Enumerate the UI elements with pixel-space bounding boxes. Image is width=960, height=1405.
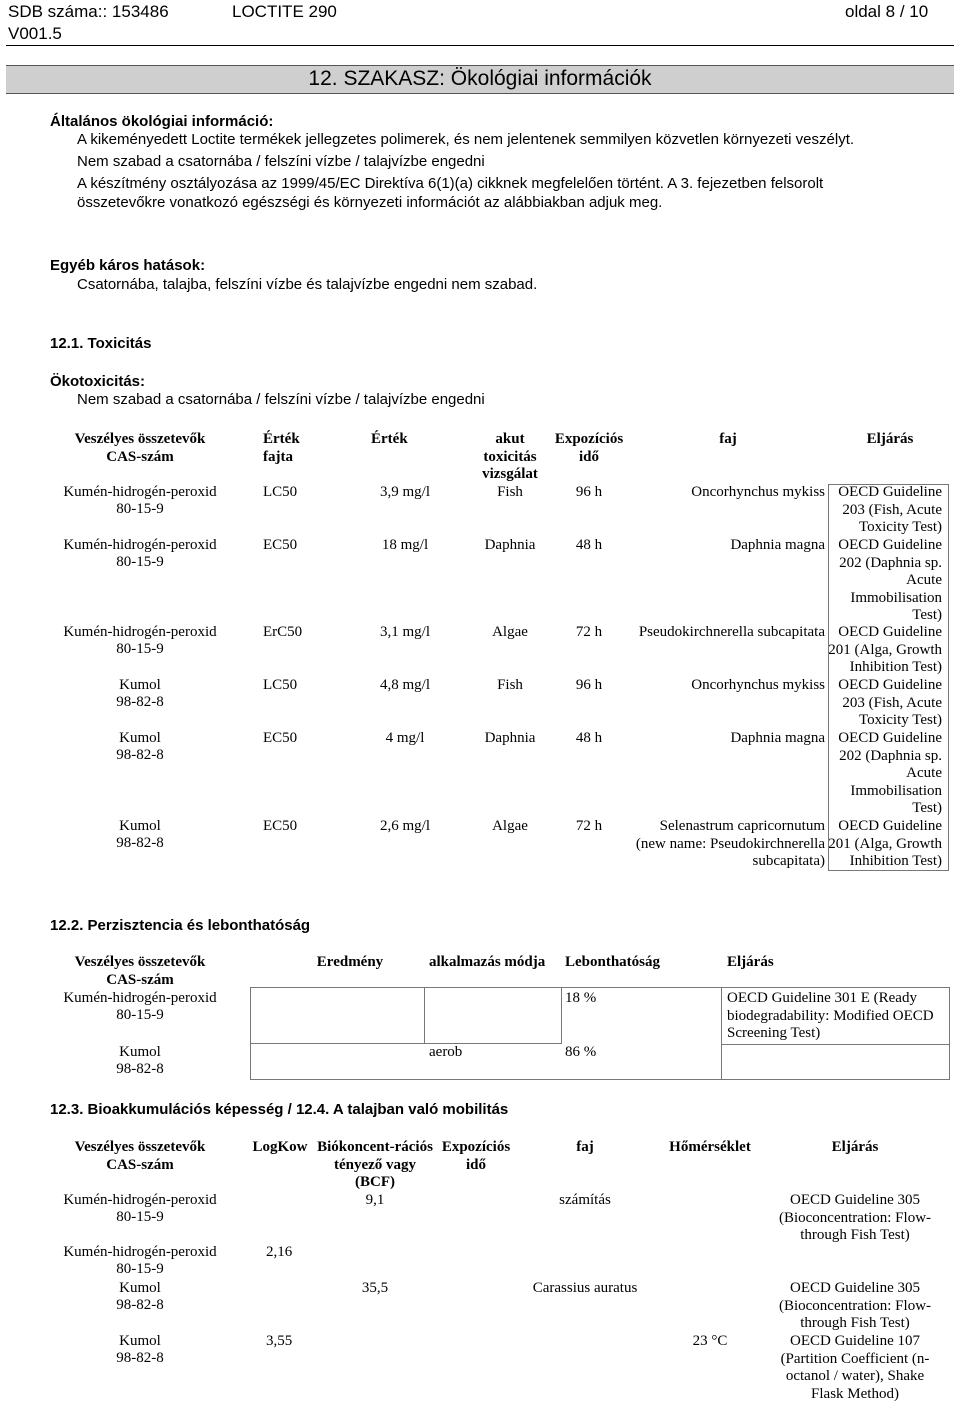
col-header-value-type: Érték — [263, 431, 300, 447]
ecotoxicity-heading: Ökotoxicitás: — [50, 373, 146, 390]
component-name: Kumén-hidrogén-peroxid — [63, 990, 217, 1006]
toxicity-value: 3,9 mg/l — [379, 484, 430, 500]
col-header-species: faj — [576, 1139, 594, 1155]
method: through Fish Test) — [800, 1315, 910, 1331]
degradability: 18 % — [565, 990, 597, 1006]
method: Flask Method) — [811, 1385, 899, 1402]
method: biodegradability: Modified OECD — [727, 1007, 934, 1024]
component-name: Kumol — [119, 1044, 161, 1060]
section-title: 12. SZAKASZ: Ökológiai információk — [308, 67, 652, 90]
method: OECD Guideline — [838, 730, 942, 746]
test-organism: Daphnia — [484, 730, 536, 746]
col-header-exposure: Expozíciós — [554, 431, 624, 447]
persistence-heading: 12.2. Perzisztencia és lebonthatóság — [50, 917, 311, 934]
header-rule — [6, 45, 954, 46]
other-effects-text: Csatornába, talajba, felszíni vízbe és talajvízbe engedni nem szabad. — [77, 276, 538, 293]
species: Pseudokirchnerella subcapitata — [638, 624, 825, 640]
col-header-component: Veszélyes összetevők — [74, 1139, 206, 1155]
toxicity-value: 18 mg/l — [381, 537, 429, 553]
method: Acute — [906, 765, 942, 781]
col-header-method: Eljárás — [866, 431, 914, 447]
method: Screening Test) — [727, 1025, 821, 1041]
col-header-value-type: fajta — [263, 449, 293, 465]
application-mode: aerob — [429, 1044, 463, 1060]
col-header-component: Veszélyes összetevők — [74, 954, 206, 970]
value-type: EC50 — [263, 537, 298, 553]
logkow-value: 3,55 — [266, 1333, 293, 1349]
cas-number: 80-15-9 — [116, 1007, 164, 1023]
cas-number: 98-82-8 — [116, 1061, 164, 1077]
test-organism: Algae — [492, 624, 528, 640]
method: Immobilisation — [850, 782, 942, 799]
degradability: 86 % — [565, 1044, 597, 1060]
method: octanol / water), Shake — [785, 1368, 925, 1384]
col-header-cas: CAS-szám — [106, 449, 174, 465]
col-header-species: faj — [719, 431, 737, 447]
method: OECD Guideline — [838, 624, 942, 640]
method: OECD Guideline 305 — [790, 1280, 920, 1296]
col-header-acute: toxicitás — [483, 449, 537, 465]
col-header-result: Eredmény — [316, 954, 384, 970]
value-type: ErC50 — [263, 624, 303, 640]
general-line: A kikeményedett Loctite termékek jellegzetes polimerek, és nem jelentenek semmilyen közvetlen környezeti veszélyt. — [77, 131, 855, 148]
method: OECD Guideline 305 — [790, 1192, 920, 1208]
col-header-exposure: idő — [578, 449, 599, 465]
other-effects-heading: Egyéb káros hatások: — [50, 257, 206, 274]
exposure-time: 96 h — [575, 484, 603, 500]
method-column-border — [828, 484, 949, 871]
method: Test) — [912, 800, 942, 816]
component-name: Kumol — [119, 818, 161, 834]
persistence-grid-cell — [424, 987, 562, 1044]
component-name: Kumén-hidrogén-peroxid — [63, 1192, 217, 1208]
method: through Fish Test) — [800, 1227, 910, 1243]
exposure-time: 72 h — [575, 624, 603, 640]
method: Toxicity Test) — [858, 519, 942, 535]
col-header-acute: akut — [495, 431, 525, 447]
col-header-exposure: Expozíciós — [441, 1139, 511, 1155]
component-name: Kumol — [119, 677, 161, 693]
method: 203 (Fish, Acute — [842, 694, 942, 711]
species: subcapitata) — [752, 853, 825, 869]
ecotoxicity-text: Nem szabad a csatornába / felszíni vízbe / talajvízbe engedni — [77, 391, 485, 408]
method: OECD Guideline 107 — [790, 1333, 920, 1349]
method: 201 (Alga, Growth — [828, 835, 942, 852]
method: OECD Guideline — [838, 818, 942, 834]
exposure-time: 48 h — [575, 730, 603, 746]
persistence-grid-cell — [721, 1044, 950, 1080]
method: 201 (Alga, Growth — [828, 641, 942, 658]
method: OECD Guideline 301 E (Ready — [727, 990, 917, 1006]
component-name: Kumol — [119, 1333, 161, 1349]
general-line: Nem szabad a csatornába / felszíni vízbe / talajvízbe engedni — [77, 153, 485, 170]
toxicity-value: 4 mg/l — [385, 730, 425, 746]
method: OECD Guideline — [838, 484, 942, 500]
general-line: A készítmény osztályozása az 1999/45/EC Direktíva 6(1)(a) cikknek megfelelően történt. A 3. fejezetben felsorolt — [77, 175, 824, 192]
method: Inhibition Test) — [849, 659, 942, 675]
cas-number: 80-15-9 — [116, 501, 164, 517]
cas-number: 98-82-8 — [116, 1297, 164, 1313]
species: Carassius auratus — [532, 1280, 638, 1296]
species: Daphnia magna — [730, 537, 825, 553]
value-type: EC50 — [263, 818, 298, 834]
value-type: LC50 — [263, 484, 298, 500]
col-header-component: Veszélyes összetevők — [74, 431, 206, 447]
col-header-method: Eljárás — [727, 954, 774, 970]
test-organism: Fish — [497, 484, 523, 500]
persistence-grid-cell — [561, 987, 722, 1080]
cas-number: 98-82-8 — [116, 747, 164, 763]
method: 202 (Daphnia sp. — [839, 747, 942, 764]
method: Inhibition Test) — [849, 853, 942, 869]
component-name: Kumén-hidrogén-peroxid — [63, 1244, 217, 1260]
cas-number: 98-82-8 — [116, 835, 164, 851]
component-name: Kumol — [119, 730, 161, 746]
col-header-exposure: idő — [465, 1157, 486, 1173]
species: Daphnia magna — [730, 730, 825, 746]
method: Test) — [912, 607, 942, 623]
method: OECD Guideline — [838, 537, 942, 553]
value-type: EC50 — [263, 730, 298, 746]
method: 203 (Fish, Acute — [842, 501, 942, 518]
section-header — [6, 65, 954, 94]
species: Oncorhynchus mykiss — [691, 677, 825, 693]
cas-number: 98-82-8 — [116, 1350, 164, 1366]
bcf-value: 9,1 — [365, 1192, 385, 1208]
value-type: LC50 — [263, 677, 298, 693]
persistence-grid-cell — [250, 987, 425, 1044]
col-header-temperature: Hőmérséklet — [669, 1139, 751, 1155]
col-header-bcf: tényező vagy — [333, 1157, 417, 1173]
component-name: Kumén-hidrogén-peroxid — [63, 537, 217, 553]
sds-number: SDB száma:: 153486 — [8, 2, 169, 21]
method: (Partition Coefficient (n- — [780, 1350, 930, 1367]
col-header-logkow: LogKow — [252, 1139, 308, 1155]
exposure-time: 48 h — [575, 537, 603, 553]
version: V001.5 — [8, 24, 62, 43]
col-header-cas: CAS-szám — [106, 972, 174, 988]
method: 202 (Daphnia sp. — [839, 554, 942, 571]
logkow-value: 2,16 — [266, 1244, 293, 1260]
cas-number: 80-15-9 — [116, 1261, 164, 1277]
col-header-cas: CAS-szám — [106, 1157, 174, 1173]
component-name: Kumén-hidrogén-peroxid — [63, 624, 217, 640]
species: számítás — [559, 1192, 611, 1208]
col-header-mode: alkalmazás módja — [429, 954, 546, 970]
col-header-bcf: Biókoncent-rációs — [317, 1139, 433, 1155]
method: (Bioconcentration: Flow- — [778, 1209, 932, 1226]
temperature: 23 °C — [692, 1333, 728, 1349]
toxicity-value: 2,6 mg/l — [379, 818, 430, 834]
product-name: LOCTITE 290 — [232, 2, 337, 21]
component-name: Kumol — [119, 1280, 161, 1296]
cas-number: 80-15-9 — [116, 1209, 164, 1225]
method: Toxicity Test) — [858, 712, 942, 728]
toxicity-value: 4,8 mg/l — [379, 677, 430, 693]
bioaccumulation-heading: 12.3. Bioakkumulációs képesség / 12.4. A talajban való mobilitás — [50, 1101, 509, 1118]
col-header-degradability: Lebonthatóság — [565, 954, 661, 970]
general-line: összetevőkre vonatkozó egészségi és környezeti információt az alábbiakban adjuk meg. — [77, 194, 663, 211]
general-heading: Általános ökológiai információ: — [50, 113, 274, 130]
toxicity-value: 3,1 mg/l — [379, 624, 430, 640]
cas-number: 80-15-9 — [116, 554, 164, 570]
toxicity-heading: 12.1. Toxicitás — [50, 335, 152, 352]
cas-number: 80-15-9 — [116, 641, 164, 657]
method: Acute — [906, 572, 942, 588]
component-name: Kumén-hidrogén-peroxid — [63, 484, 217, 500]
method: Immobilisation — [850, 589, 942, 606]
col-header-bcf: (BCF) — [355, 1174, 395, 1190]
species: (new name: Pseudokirchnerella — [635, 835, 825, 852]
test-organism: Algae — [492, 818, 528, 834]
species: Oncorhynchus mykiss — [691, 484, 825, 500]
page-number: oldal 8 / 10 — [845, 2, 929, 21]
col-header-acute: vizsgálat — [482, 466, 538, 482]
cas-number: 98-82-8 — [116, 694, 164, 710]
col-header-method: Eljárás — [831, 1139, 879, 1155]
method: OECD Guideline — [838, 677, 942, 693]
test-organism: Daphnia — [484, 537, 536, 553]
method: (Bioconcentration: Flow- — [778, 1297, 932, 1314]
test-organism: Fish — [497, 677, 523, 693]
bcf-value: 35,5 — [361, 1280, 389, 1296]
species: Selenastrum capricornutum — [659, 818, 825, 834]
exposure-time: 96 h — [575, 677, 603, 693]
col-header-value: Érték — [371, 431, 408, 447]
exposure-time: 72 h — [575, 818, 603, 834]
